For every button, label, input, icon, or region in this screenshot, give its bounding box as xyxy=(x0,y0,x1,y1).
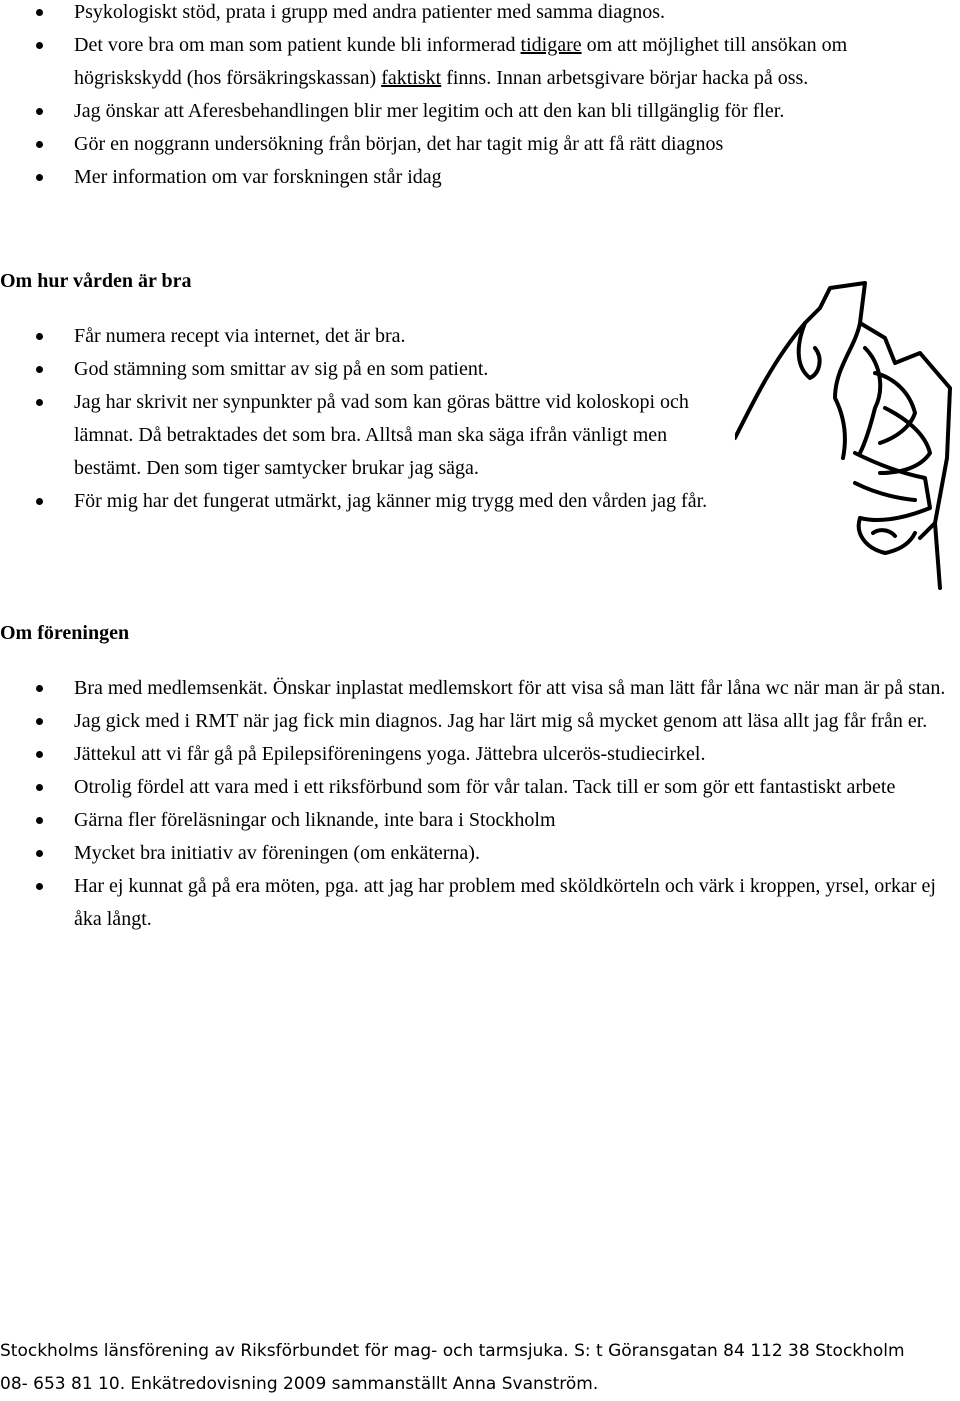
list-item: Jag gick med i RMT när jag fick min diagnos. Jag har lärt mig så mycket genom att läsa allt jag får från er. xyxy=(0,705,960,738)
list-item: Jag önskar att Aferesbehandlingen blir mer legitim och att den kan bli tillgänglig för fler. xyxy=(0,95,930,128)
section-heading-care: Om hur vården är bra xyxy=(0,270,192,292)
list-item: Gärna fler föreläsningar och liknande, inte bara i Stockholm xyxy=(0,804,960,837)
list-item: Det vore bra om man som patient kunde bli informerad tidigare om att möjlighet till ansökan om högriskskydd (hos försäkringskassan) faktiskt finns. Innan arbetsgivare börjar hacka på oss. xyxy=(0,29,930,95)
section-heading-association: Om föreningen xyxy=(0,622,130,644)
list-item: Mer information om var forskningen står idag xyxy=(0,161,930,194)
list-item: Otrolig fördel att vara med i ett riksförbund som för vår talan. Tack till er som gör ett fantastiskt arbete xyxy=(0,771,960,804)
care-list xyxy=(0,320,712,518)
footer-line-2: 08- 653 81 10. Enkätredovisning 2009 sammanställt Anna Svanström. xyxy=(0,1374,599,1394)
hand-drawn-illustration xyxy=(735,278,955,594)
list-item: Får numera recept via internet, det är bra. xyxy=(0,320,712,353)
association-list xyxy=(0,672,960,936)
list-item: Jättekul att vi får gå på Epilepsiföreningens yoga. Jättebra ulcerös-studiecirkel. xyxy=(0,738,960,771)
list-item: För mig har det fungerat utmärkt, jag känner mig trygg med den vården jag får. xyxy=(0,485,712,518)
list-item: Bra med medlemsenkät. Önskar inplastat medlemskort för att visa så man lätt får låna wc när man är på stan. xyxy=(0,672,960,705)
list-item: Psykologiskt stöd, prata i grupp med andra patienter med samma diagnos. xyxy=(0,0,930,29)
intro-list xyxy=(0,0,930,194)
list-item: Gör en noggrann undersökning från början, det har tagit mig år att få rätt diagnos xyxy=(0,128,930,161)
list-item: God stämning som smittar av sig på en som patient. xyxy=(0,353,712,386)
list-item: Jag har skrivit ner synpunkter på vad som kan göras bättre vid koloskopi och lämnat. Då betraktades det som bra. Alltså man ska säga ifrån vänligt men bestämt. Den som tiger samtycker brukar jag säga. xyxy=(0,386,712,485)
list-item: Har ej kunnat gå på era möten, pga. att jag har problem med sköldkörteln och värk i kroppen, yrsel, orkar ej åka långt. xyxy=(0,870,960,936)
footer-line-1: Stockholms länsförening av Riksförbundet för mag- och tarmsjuka. S: t Göransgatan 84 112 38 Stockholm xyxy=(0,1341,905,1361)
list-item: Mycket bra initiativ av föreningen (om enkäterna). xyxy=(0,837,960,870)
